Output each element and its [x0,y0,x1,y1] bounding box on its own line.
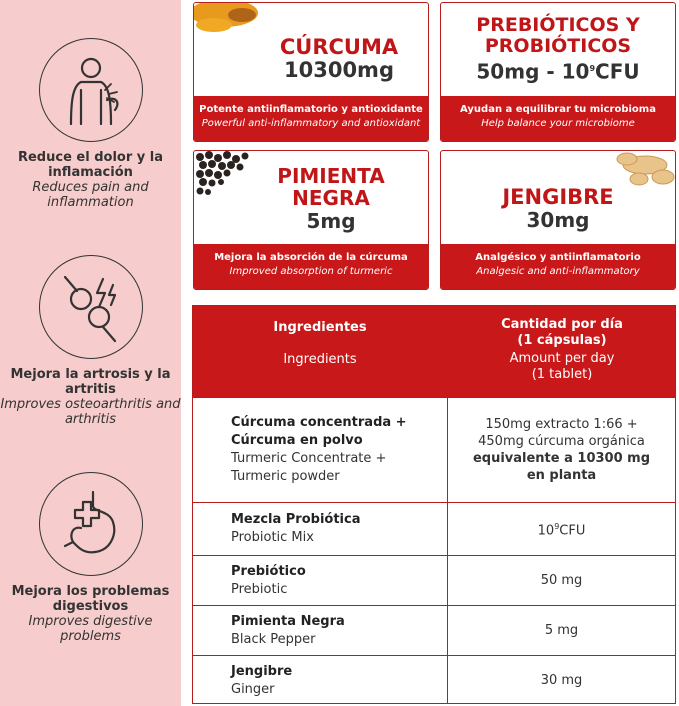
prebioticos-dose-unit: CFU [595,59,640,84]
prebioticos-description [441,96,675,141]
prebioticos-title-line1: PREBIÓTICOS Y [476,14,640,36]
ingredient-es-line2: Cúrcuma en polvo [231,433,363,448]
table-header [193,306,675,397]
pimienta-desc-es: Mejora la absorción de la cúrcuma [214,252,408,263]
pimienta-dose: 5mg [306,209,356,233]
jengibre-dose: 30mg [526,208,590,232]
amount-line3: equivalente a 10300 mg [472,451,651,466]
ingredient-en: Probiotic Mix [231,530,314,545]
row-ingredient [193,398,447,502]
amount-line4: en planta [526,468,597,483]
jengibre-desc-en: Analgesic and anti-inflammatory [476,266,640,277]
pimienta-description [194,244,428,289]
ingredients-table [192,305,676,704]
prebioticos-desc-en: Help balance your microbiome [481,118,635,129]
card-jengibre [440,150,676,290]
amount-value: 5 mg [544,623,579,638]
benefit-digestive-en: Improves digestive problems [28,614,153,644]
turmeric-icon [194,3,260,41]
amount-value [448,518,675,539]
benefits-sidebar [0,0,181,706]
amount-sup: 9 [554,522,560,532]
amount-line2: 450mg cúrcuma orgánica [478,434,645,449]
table-row [193,397,675,502]
amount-main: 10 [537,523,555,539]
benefit-digestive [0,472,181,644]
prebioticos-title-line2: PROBIÓTICOS [484,35,632,57]
card-pimienta [193,150,429,290]
row-amount [447,606,675,655]
curcuma-desc-en: Powerful anti-inflammatory and antioxidant [201,118,421,129]
row-ingredient [193,606,447,655]
joint-pain-icon [39,255,143,359]
row-ingredient [193,656,447,704]
ingredient-es: Mezcla Probiótica [231,512,361,527]
card-curcuma [193,2,429,142]
row-amount [447,656,675,704]
ingredient-es: Pimienta Negra [231,613,345,629]
header-ingredients-en: Ingredients [283,352,357,367]
row-amount [447,556,675,605]
benefit-pain [0,38,181,210]
row-amount [447,503,675,555]
curcuma-dose: 10300mg [284,58,394,82]
jengibre-title: JENGIBRE [502,185,614,209]
header-amount-en-2: (1 tablet) [531,367,593,382]
table-row [193,605,675,655]
ingredient-es: Jengibre [231,663,293,679]
stomach-health-icon [39,472,143,576]
benefit-joints-en: Improves osteoarthritis and arthritis [0,397,181,427]
table-row [193,502,675,555]
jengibre-desc-es: Analgésico y antiinflamatorio [475,252,641,263]
card-prebioticos [440,2,676,142]
header-amount-es-1: Cantidad por día [501,317,623,332]
amount-value: 50 mg [540,573,583,588]
benefit-joints [0,255,181,427]
ingredient-es: Prebiótico [231,563,306,579]
header-amount-en-1: Amount per day [509,351,615,366]
header-ingredients [193,320,447,368]
pimienta-desc-en: Improved absorption of turmeric [229,266,393,277]
benefit-digestive-es: Mejora los problemas digestivos [11,584,170,614]
table-row [193,655,675,704]
ingredient-en: Prebiotic [231,581,288,597]
ingredient-en: Ginger [231,681,275,697]
ingredient-en-line2: Turmeric powder [231,469,340,484]
curcuma-description [194,96,428,141]
prebioticos-dose-sup: 9 [589,64,596,73]
row-amount [447,398,675,502]
row-ingredient [193,503,447,555]
benefit-joints-es: Mejora la artrosis y la artritis [10,367,171,397]
amount-value: 30 mg [540,673,583,688]
jengibre-description [441,244,675,289]
ingredient-es-line1: Cúrcuma concentrada + [231,415,407,430]
prebioticos-dose [441,57,675,84]
amount-line1: 150mg extracto 1:66 + [485,417,638,432]
pimienta-title-line1: PIMIENTA [277,164,385,188]
table-row [193,555,675,605]
back-pain-icon [39,38,143,142]
ingredient-en-line1: Turmeric Concentrate + [231,451,387,466]
pimienta-title-line2: NEGRA [292,186,370,210]
header-ingredients-es: Ingredientes [273,320,367,335]
amount-unit: CFU [559,523,586,539]
prebioticos-desc-es: Ayudan a equilibrar tu microbioma [460,104,656,115]
benefit-pain-en: Reduces pain and inflammation [32,180,149,210]
ingredient-en: Black Pepper [231,631,316,647]
curcuma-title: CÚRCUMA [279,35,399,59]
header-amount [447,317,676,383]
prebioticos-dose-main: 50mg - 10 [476,59,590,84]
benefit-pain-es: Reduce el dolor y la inflamación [17,150,164,180]
header-amount-es-2: (1 cápsulas) [517,333,607,348]
row-ingredient [193,556,447,605]
curcuma-desc-es: Potente antiinflamatorio y antioxidante [199,104,423,115]
